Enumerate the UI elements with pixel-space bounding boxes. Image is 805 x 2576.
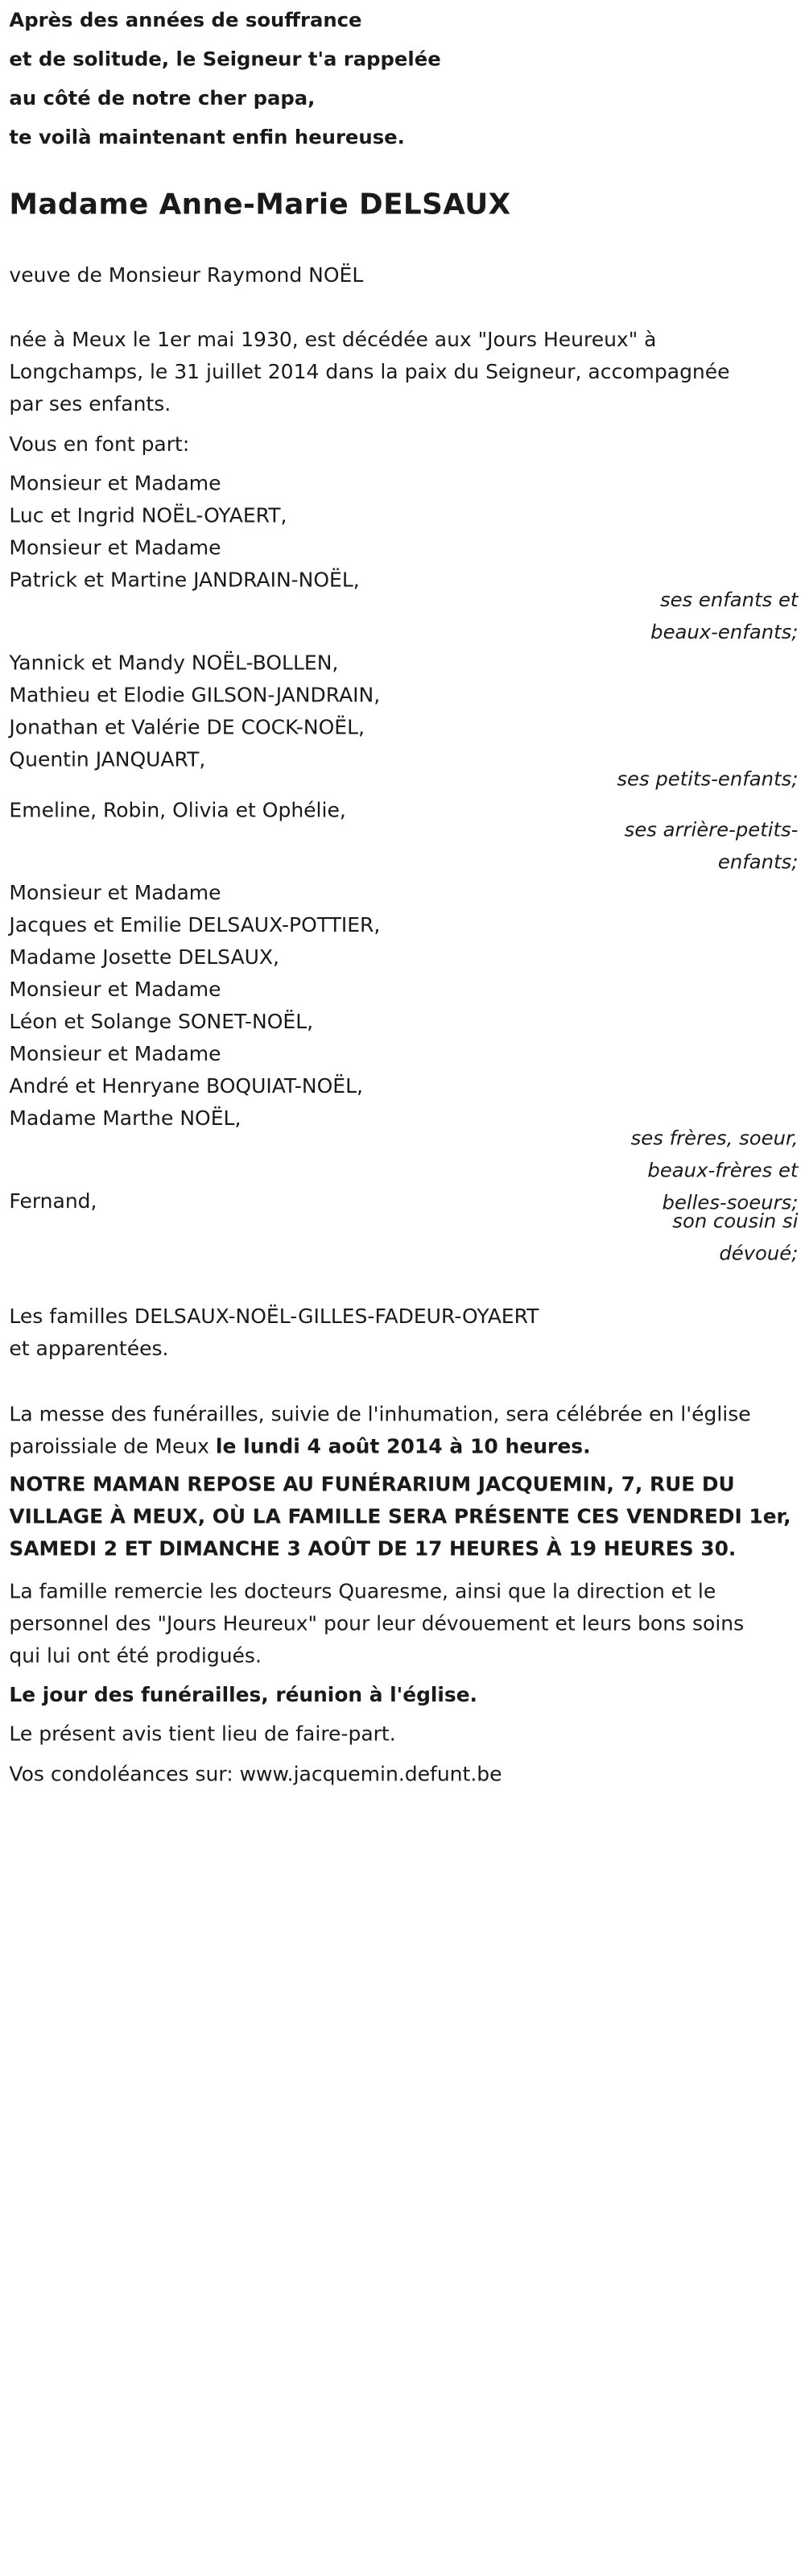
funerarium-text: NOTRE MAMAN REPOSE AU FUNÉRARIUM JACQUEMIN, 7, RUE DU VILLAGE À MEUX, OÙ LA FAMILLE SERA PRÉSENTE CES VENDREDI 1er, SAMEDI 2 ET DIMANCHE 3 AOÛT DE 17 HEURES À 19 HEURES 30. xyxy=(9,1474,791,1561)
siblings-role: ses frères, soeur, beaux-frères et belles-soeurs; xyxy=(630,1127,799,1215)
notice-line: Le présent avis tient lieu de faire-part. xyxy=(9,1723,396,1747)
list-item: Jacques et Emilie DELSAUX-POTTIER, xyxy=(9,914,381,938)
list-item: Monsieur et Madame xyxy=(9,882,221,906)
poem-line: et de solitude, le Seigneur t'a rappelée xyxy=(9,48,441,72)
great-grandchildren-list xyxy=(9,795,345,827)
list-item: Emeline, Robin, Olivia et Ophélie, xyxy=(9,799,346,823)
list-item: Monsieur et Madame xyxy=(9,537,221,560)
grandchildren-role: ses petits-enfants; xyxy=(617,768,799,792)
birth-death-text: née à Meux le 1er mai 1930, est décédée aux "Jours Heureux" à Longchamps, le 31 juillet 2014 dans la paix du Seigneur, accompagnée par ses enfants. xyxy=(9,329,730,417)
list-item: André et Henryane BOQUIAT-NOËL, xyxy=(9,1075,363,1099)
list-item: Patrick et Martine JANDRAIN-NOËL, xyxy=(9,569,360,593)
list-item: Jonathan et Valérie DE COCK-NOËL, xyxy=(9,717,365,740)
children-list xyxy=(9,468,359,597)
list-item: Yannick et Mandy NOËL-BOLLEN, xyxy=(9,652,339,676)
mass-text: La messe des funérailles, suivie de l'inhumation, sera célébrée en l'église paroissiale de Meux le lundi 4 août 2014 à 10 heures. xyxy=(9,1403,751,1459)
deceased-name: Madame Anne-Marie DELSAUX xyxy=(9,187,511,221)
meeting-line: Le jour des funérailles, réunion à l'église. xyxy=(9,1684,478,1708)
list-item: Madame Josette DELSAUX, xyxy=(9,946,279,970)
families-text: Les familles DELSAUX-NOËL-GILLES-FADEUR-OYAERT et apparentées. xyxy=(9,1305,539,1362)
thanks-text: La famille remercie les docteurs Quaresme, ainsi que la direction et le personnel des "Jours Heureux" pour leur dévouement et leurs bons soins qui lui ont été prodigués. xyxy=(9,1580,745,1668)
list-item: Monsieur et Madame xyxy=(9,473,221,496)
list-item: Quentin JANQUART, xyxy=(9,749,206,772)
great-grandchildren-role: ses arrière-petits- enfants; xyxy=(624,819,799,875)
grandchildren-list xyxy=(9,647,380,776)
widow-line: veuve de Monsieur Raymond NOËL xyxy=(9,264,364,288)
list-item: Monsieur et Madame xyxy=(9,1043,221,1067)
announce-line: Vous en font part: xyxy=(9,433,190,457)
poem xyxy=(9,1,440,157)
list-item: Léon et Solange SONET-NOËL, xyxy=(9,1011,314,1035)
mass-date: le lundi 4 août 2014 à 10 heures. xyxy=(215,1435,591,1459)
condolences-line: Vos condoléances sur: www.jacquemin.defunt.be xyxy=(9,1764,502,1787)
list-item: Luc et Ingrid NOËL-OYAERT, xyxy=(9,505,287,528)
poem-line: au côté de notre cher papa, xyxy=(9,87,316,111)
list-item: Monsieur et Madame xyxy=(9,978,221,1003)
siblings-list xyxy=(9,878,380,1135)
poem-line: Après des années de souffrance xyxy=(9,9,362,33)
poem-line: te voilà maintenant enfin heureuse. xyxy=(9,126,405,150)
cousin-list xyxy=(9,1186,97,1218)
cousin-role: son cousin si dévoué; xyxy=(672,1209,799,1266)
list-item: Fernand, xyxy=(9,1190,97,1214)
children-role: ses enfants et beaux-enfants; xyxy=(650,589,799,645)
list-item: Madame Marthe NOËL, xyxy=(9,1107,242,1131)
list-item: Mathieu et Elodie GILSON-JANDRAIN, xyxy=(9,684,381,708)
